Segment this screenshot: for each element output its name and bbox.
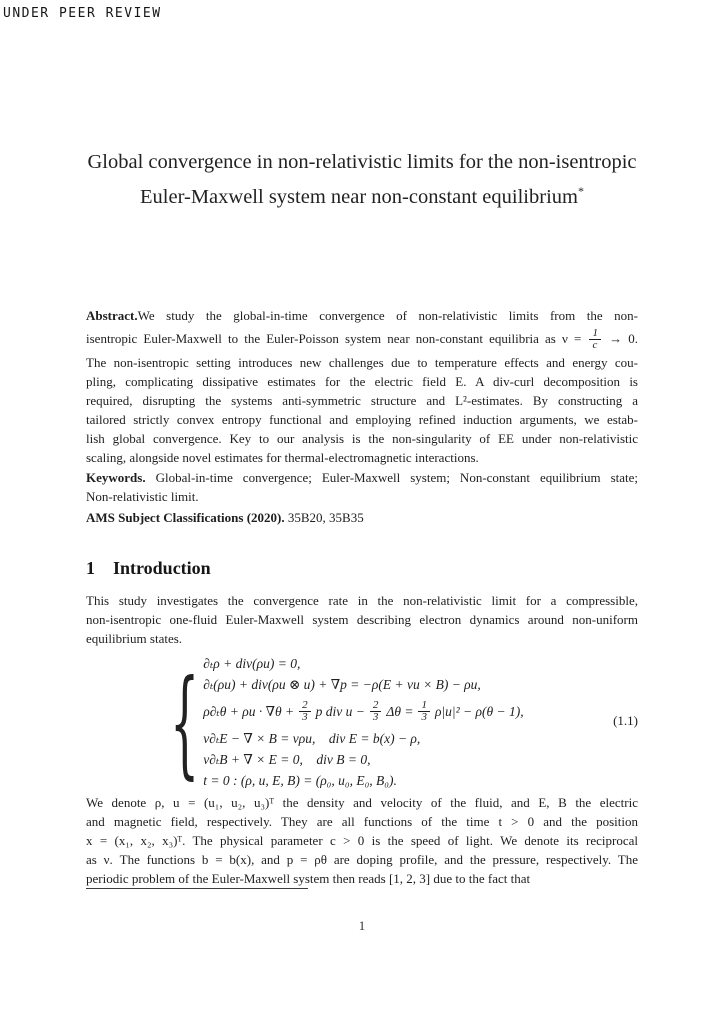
equation-line: ∂ₜ(ρu) + div(ρu ⊗ u) + ∇p = −ρ(E + νu × B) − ρu,	[203, 677, 481, 693]
abstract-line: pling, complicating dissipative estimates for the electric field E. A div-curl decomposition is	[86, 373, 638, 389]
paragraph-line: as ν. The functions b = b(x), and p = ρθ are doping profile, and the pressure, respectively. The	[86, 851, 638, 867]
ams-section	[86, 508, 638, 527]
equation-lines	[203, 653, 523, 791]
inline-fraction: $\frac{2}{3}$	[370, 700, 382, 724]
paper-content	[86, 148, 638, 889]
footnote-rule	[86, 888, 308, 889]
intro-paragraph	[86, 591, 638, 648]
equation-line: ρ∂ₜθ + ρu · ∇θ + $\frac{2}{3}$ p div u − $\frac{2}{3}$ Δθ = $\frac{1}{3}$ ρ|u|² − ρ(θ − 1),	[203, 698, 524, 724]
keywords-label: Keywords.	[86, 469, 146, 485]
abstract-line: The non-isentropic setting introduces new challenges due to temperature effects and energy cou-	[86, 354, 638, 370]
paragraph-line: equilibrium states.	[86, 630, 183, 646]
paragraph-line: non-isentropic one-fluid Euler-Maxwell system describing electron dynamics around non-uniform	[86, 611, 638, 627]
keywords-line: Non-relativistic limit.	[86, 488, 199, 504]
ams-label: AMS Subject Classifications (2020).	[86, 509, 285, 525]
paragraph-line: x = (x₁, x₂, x₃)ᵀ. The physical parameter c > 0 is the speed of light. We denote its reciprocal	[86, 832, 638, 848]
abstract-section	[86, 306, 638, 467]
paper-title-line1: Global convergence in non-relativistic limits for the non-isentropic	[87, 151, 637, 173]
abstract-line: scaling, alongside novel estimates for thermal-electromagnetic interactions.	[86, 449, 479, 465]
paragraph-line: We denote ρ, u = (u₁, u₂, u₃)ᵀ the density and velocity of the fluid, and E, B the electric	[86, 794, 638, 810]
abstract-line: tailored strictly convex entropy functional and employing refined induction arguments, we estab-	[86, 411, 638, 427]
title-footnote-marker: *	[577, 184, 584, 198]
inline-fraction: $\frac{2}{3}$	[299, 700, 311, 724]
equation-line: t = 0 : (ρ, u, E, B) = (ρ₀, u₀, E₀, B₀).	[203, 773, 397, 789]
ams-codes: 35B20, 35B35	[287, 509, 364, 525]
section-heading-introduction	[86, 555, 638, 581]
inline-fraction: $\frac{1}{c}$	[589, 328, 601, 352]
page-number: 1	[358, 918, 366, 933]
abstract-line: required, disrupting the systems anti-symmetric structure and L²-estimates. By constructing a	[86, 392, 638, 408]
paragraph-line: and magnetic field, respectively. They are all functions of the time t > 0 and the position	[86, 813, 638, 829]
abstract-line: lish global convergence. Key to our analysis is the non-singularity of EE under non-relativistic	[86, 430, 638, 446]
keywords-section	[86, 468, 638, 506]
section-number: 1	[86, 557, 95, 578]
keywords-line: Keywords. Global-in-time convergence; Euler-Maxwell system; Non-constant equilibrium state;	[86, 469, 639, 485]
equation-line: ν∂ₜB + ∇ × E = 0, div B = 0,	[203, 752, 371, 768]
body-paragraph	[86, 793, 638, 888]
peer-review-banner: UNDER PEER REVIEW	[3, 6, 162, 21]
equation-line: ∂ₜρ + div(ρu) = 0,	[203, 656, 301, 672]
system-brace: {	[170, 653, 200, 792]
inline-fraction: $\frac{1}{3}$	[418, 700, 430, 724]
equation-line: ν∂ₜE − ∇ × B = νρu, div E = b(x) − ρ,	[203, 731, 421, 747]
abstract-label: Abstract.	[86, 307, 138, 323]
equation-system-1-1	[86, 653, 638, 792]
section-title: Introduction	[113, 557, 211, 578]
paper-title-line2: Euler-Maxwell system near non-constant equilibrium*	[140, 184, 584, 208]
paragraph-line: This study investigates the convergence rate in the non-relativistic limit for a compressible,	[86, 592, 638, 608]
abstract-line: isentropic Euler-Maxwell to the Euler-Poisson system near non-constant equilibria as ν = $\frac{1}{c}$ → 0.	[86, 326, 639, 352]
paper-title	[86, 148, 638, 212]
abstract-line: Abstract.We study the global-in-time convergence of non-relativistic limits from the non-	[86, 307, 638, 323]
equation-number: (1.1)	[613, 713, 638, 729]
paragraph-line: periodic problem of the Euler-Maxwell system then reads [1, 2, 3] due to the fact that	[86, 870, 531, 886]
